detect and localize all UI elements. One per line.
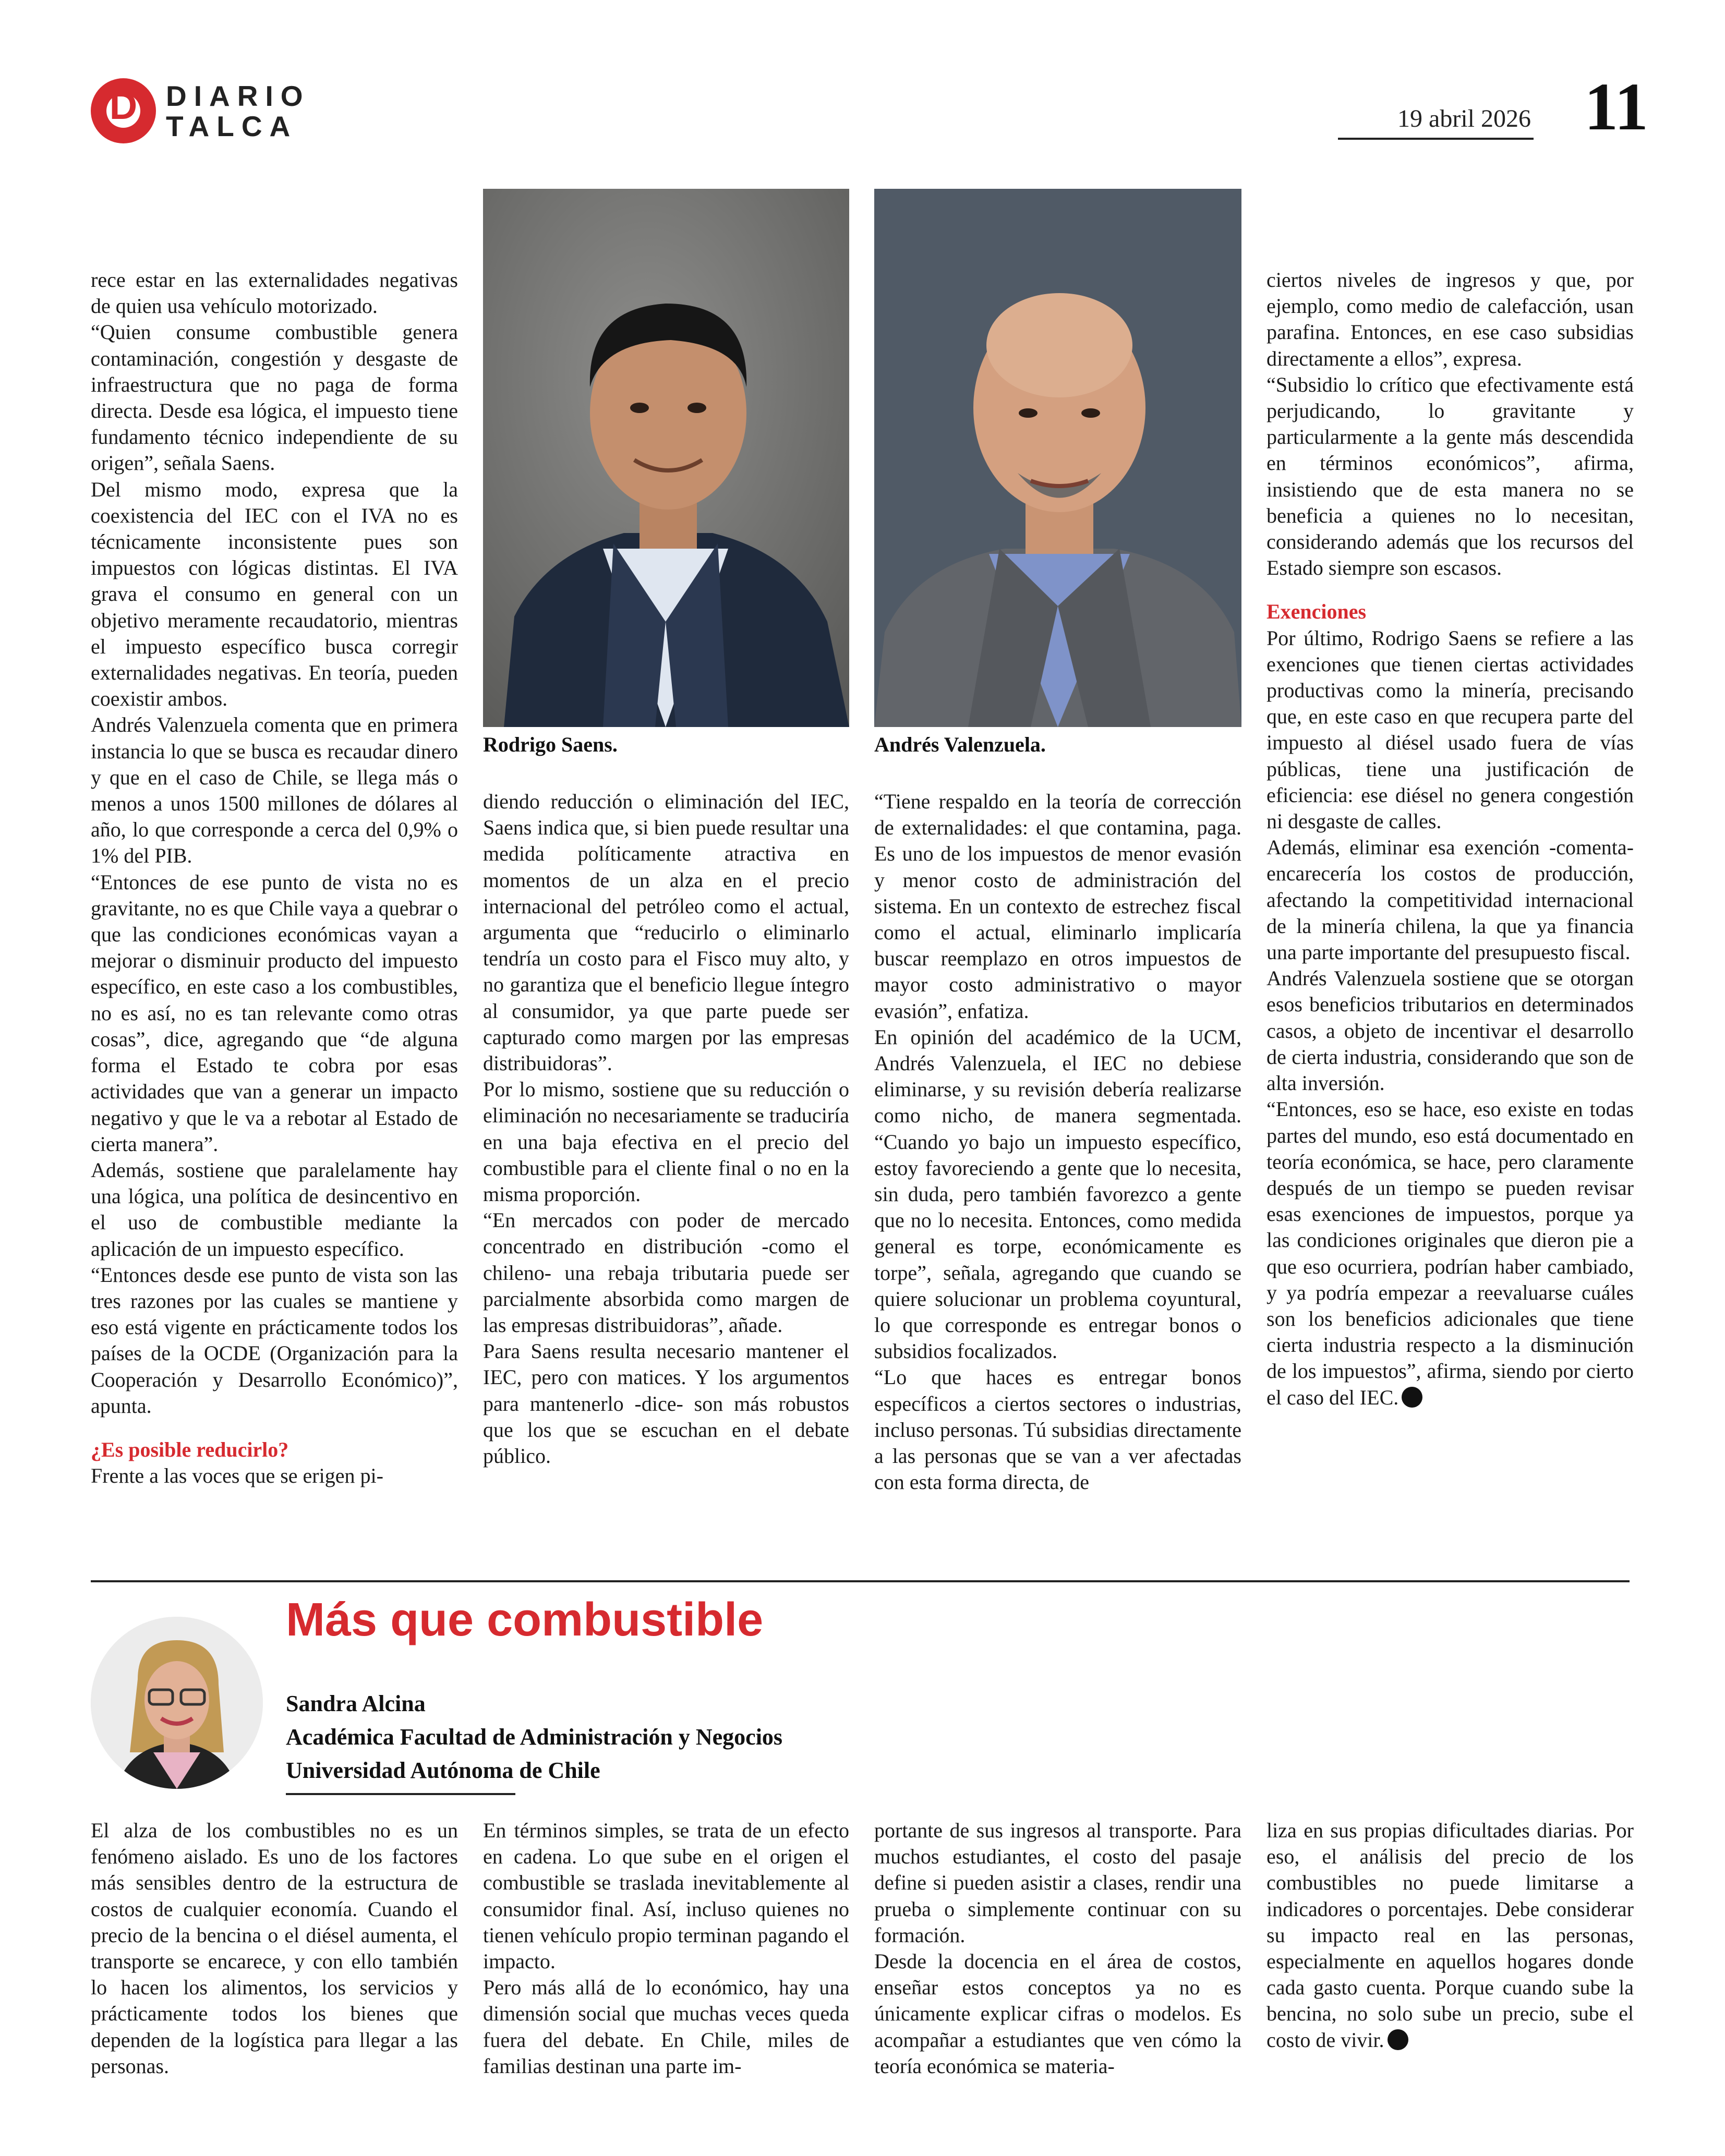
caption-saens: Rodrigo Saens. (483, 733, 618, 756)
paragraph: “En mercados con poder de mercado concentrado en distribución -como el chileno- una rebaja tributaria puede ser parcialmente absorbida como margen de las empresas distribuidoras”, añade. (483, 1208, 849, 1337)
paragraph: Frente a las voces que se erigen pi- (91, 1464, 383, 1488)
paragraph: Pero más allá de lo económico, hay una dimensión social que muchas veces queda fuera del debate. En Chile, miles de familias destinan una parte im- (483, 1976, 849, 2078)
logo-line-1: DIARIO (166, 80, 310, 112)
paragraph: “Subsidio lo crítico que efectivamente está perjudicando, lo gravitante y particularmente a la gente más descendida en términos económicos”, afirma, insistiendo que de esta manera no se beneficia a quienes no lo necesitan, considerando además que los recursos del Estado siempre son escasos. (1266, 372, 1634, 580)
paragraph: rece estar en las externalidades negativas de quien usa vehículo motorizado. (91, 268, 458, 318)
paragraph: Del mismo modo, expresa que la coexistencia del IEC con el IVA no es técnicamente inconsistente pues son impuestos con lógicas distintas. El IVA grava el consumo en general con un objetivo meramente recaudatorio, mientras el impuesto específico busca corregir externalidades negativas. En teoría, pueden coexistir ambos. (91, 477, 458, 711)
paragraph: El alza de los combustibles no es un fenómeno aislado. Es uno de los factores más sensibles dentro de la estructura de costos de cualquier economía. Cuando el precio de la bencina o el diésel aumenta, el transporte se encarece, y con ello también lo hacen los alimentos, los servicios y prácticamente todos los bienes que dependen de la logística para llegar a las personas. (91, 1819, 458, 2078)
paragraph: “Entonces desde ese punto de vista son las tres razones por las cuales se mantiene y eso está vigente en prácticamente todos los países de la OCDE (Organización para la Cooperación y Desarrollo Económico)”, apunta. (91, 1263, 458, 1418)
opinion-title: Más que combustible (286, 1594, 764, 1646)
author-role: Académica Facultad de Administración y Negocios (286, 1724, 783, 1750)
caption-valenzuela: Andrés Valenzuela. (874, 733, 1046, 756)
paragraph: “Quien consume combustible genera contaminación, congestión y desgaste de infraestructura que no paga de forma directa. Desde esa lógica, el impuesto tiene fundamento técnico independiente de su origen”, señala Saens. (91, 320, 458, 475)
article-column-1 (91, 267, 458, 1489)
end-mark-icon (1388, 2029, 1408, 2050)
opinion-column-1 (91, 1818, 458, 2079)
article-column-4 (1266, 267, 1634, 1411)
author-underline (286, 1793, 515, 1795)
paragraph: En opinión del académico de la UCM, Andrés Valenzuela, el IEC no debiese eliminarse, y su revisión debería realizarse como nicho, de manera segmentada. “Cuando yo bajo un impuesto específico, estoy favoreciendo a gente que lo necesita, sin duda, pero también favorezco a gente que no lo necesita. Entonces, como medida general es torpe, económicamente es torpe”, señala, agregando que cuando se quiere solucionar un problema coyuntural, lo que corresponde es entregar bonos o subsidios focalizados. (874, 1025, 1241, 1363)
author-avatar (91, 1617, 263, 1789)
paragraph: “Lo que haces es entregar bonos específicos a ciertos sectores o industrias, incluso personas. Tú subsidias directamente a las personas que se van a ver afectadas con esta forma directa, de (874, 1365, 1241, 1494)
paragraph: Para Saens resulta necesario mantener el IEC, pero con matices. Y los argumentos para mantenerlo -dice- son más robustos que los que se escuchan en el debate público. (483, 1339, 849, 1468)
subhead-reducir: ¿Es posible reducirlo? (91, 1437, 289, 1461)
opinion-column-2 (483, 1818, 849, 2079)
paragraph: diendo reducción o eliminación del IEC, Saens indica que, si bien puede resultar una medida políticamente atractiva en momentos de un alza en el precio internacional del petróleo como el actual, argumenta que “reducirlo o eliminarlo tendría un costo para el Fisco muy alto, y no garantiza que el beneficio llegue íntegro al consumidor, ya que parte puede ser capturado como margen por las empresas distribuidoras”. (483, 790, 849, 1075)
photo-rodrigo-saens (483, 189, 849, 727)
paragraph: portante de sus ingresos al transporte. Para muchos estudiantes, el costo del pasaje define si pueden asistir a clases, rendir una prueba o simplemente continuar con su formación. (874, 1819, 1241, 1947)
photo-andres-valenzuela (874, 189, 1241, 727)
paragraph: Además, eliminar esa exención -comenta- encarecería los costos de producción, afectando la competitividad internacional de la minería chilena, la que ya financia una parte importante del presupuesto fiscal. (1266, 835, 1634, 964)
logo-line-2: TALCA (166, 110, 298, 142)
portrait-valenzuela-illustration (874, 189, 1241, 727)
subhead-exenciones: Exenciones (1266, 600, 1367, 624)
paragraph (1266, 1096, 1634, 1410)
paragraph: “Tiene respaldo en la teoría de corrección de externalidades: el que contamina, paga. Es uno de los impuestos de menor evasión y menor costo de administración del sistema. En un contexto de estrechez fiscal como el actual, eliminarlo implicaría buscar reemplazo en otros impuestos de mayor costo administrativo o mayor evasión”, enfatiza. (874, 790, 1241, 1023)
article-column-2 (483, 789, 849, 1469)
paragraph-text: liza en sus propias dificultades diarias. Por eso, el análisis del precio de los combustibles no puede limitarse a indicadores o porcentajes. Debe considerar su impacto real en las personas, especialmente en aquellos hogares donde cada gasto cuenta. Porque cuando sube la bencina, no solo sube un precio, sube el costo de vivir. (1266, 1819, 1634, 2052)
paragraph: Andrés Valenzuela comenta que en primera instancia lo que se busca es recaudar dinero y que en el caso de Chile, se llega más o menos a unos 1500 millones de dólares al año, lo que corresponde a cerca del 0,9% o 1% del PIB. (91, 713, 458, 868)
paragraph-text: “Entonces, eso se hace, eso existe en todas partes del mundo, eso está documentado en teoría económica, se hace, pero claramente después de un tiempo se pueden revisar esas exenciones de impuestos, porque ya las condiciones originales que dieron pie a que eso ocurriera, podrían haber cambiado, y ya podría empezar a reevaluarse cuáles son los beneficios adicionales que tiene cierta industria respecto a la disminución de los impuestos”, afirma, siendo por cierto el caso del IEC. (1266, 1097, 1634, 1409)
logo-letter: D (109, 84, 138, 127)
article-column-3 (874, 789, 1241, 1495)
paragraph (1266, 1818, 1634, 2053)
date-underline (1338, 138, 1534, 140)
issue-date: 19 abril 2026 (1397, 105, 1531, 132)
paragraph: “Entonces de ese punto de vista no es gravitante, no es que Chile vaya a quebrar o que las condiciones económicas vayan a mejorar o disminuir producto del impuesto específico, en este caso a los combustibles, no es así, no es tan relevante como otras cosas”, dice, agregando que “de alguna forma el Estado te cobra por esas actividades que van a generar un impacto negativo y que le va a rebotar al Estado de cierta manera”. (91, 870, 458, 1156)
paragraph: Además, sostiene que paralelamente hay una lógica, una política de desincentivo en el uso de combustible mediante la aplicación de un impuesto específico. (91, 1158, 458, 1261)
opinion-column-3 (874, 1818, 1241, 2079)
logo-mark (91, 78, 156, 143)
avatar-illustration (91, 1617, 263, 1789)
paragraph: Por lo mismo, sostiene que su reducción o eliminación no necesariamente se traduciría en una baja efectiva en el precio del combustible para el cliente final o no en la misma proporción. (483, 1077, 849, 1206)
paragraph: ciertos niveles de ingresos y que, por ejemplo, como medio de calefacción, usan parafina. Entonces, en ese caso subsidias directamente a ellos”, expresa. (1266, 268, 1634, 370)
end-mark-icon (1402, 1387, 1422, 1408)
opinion-column-4 (1266, 1818, 1634, 2053)
logo-text (166, 81, 310, 141)
author-block (286, 1687, 782, 1787)
page-number: 11 (1584, 69, 1648, 144)
author-name: Sandra Alcina (286, 1691, 426, 1716)
paragraph: En términos simples, se trata de un efecto en cadena. Lo que sube en el origen el combustible se traslada inevitablemente al consumidor final. Así, incluso quienes no tienen vehículo propio terminan pagando el impacto. (483, 1819, 849, 1973)
paragraph: Por último, Rodrigo Saens se refiere a las exenciones que tienen ciertas actividades productivas como la minería, precisando que, en este caso en que recupera parte del impuesto al diésel usado fuera de vías públicas, tiene una justificación de eficiencia: ese diésel no genera congestión ni desgaste de calles. (1266, 626, 1634, 833)
section-divider (91, 1580, 1630, 1582)
portrait-saens-illustration (483, 189, 849, 727)
paragraph: Desde la docencia en el área de costos, enseñar estos conceptos ya no es únicamente explicar cifras o modelos. Es acompañar a estudiantes que ven cómo la teoría económica se materia- (874, 1949, 1241, 2078)
author-university: Universidad Autónoma de Chile (286, 1758, 600, 1783)
paragraph: Andrés Valenzuela sostiene que se otorgan esos beneficios tributarios en determinados casos, a objeto de incentivar el desarrollo de cierta industria, considerando que son de alta inversión. (1266, 966, 1634, 1095)
